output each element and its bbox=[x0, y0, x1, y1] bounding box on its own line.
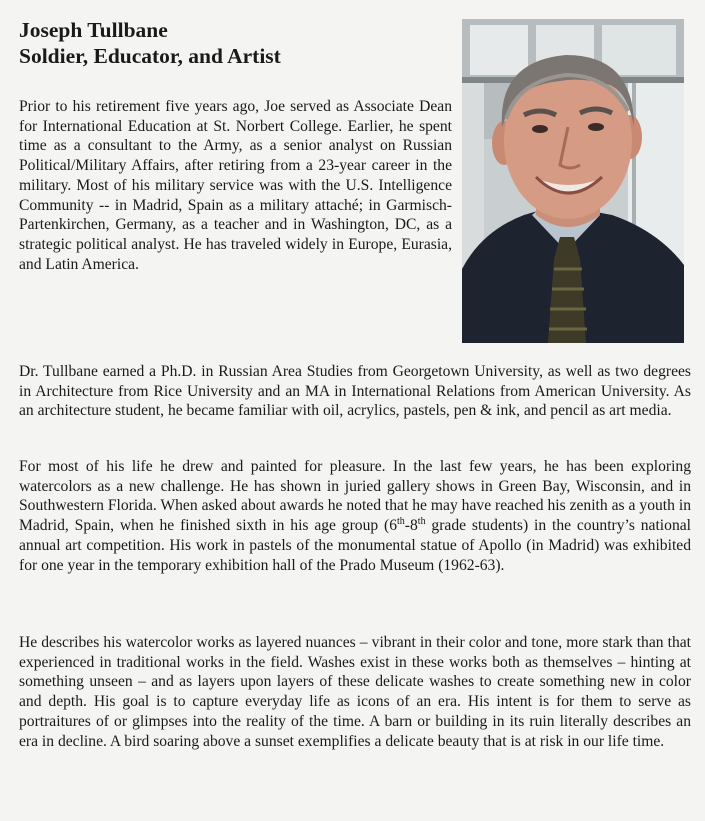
portrait-photo bbox=[462, 19, 684, 343]
p3-text-after: grade students) in the country’s national annual art competition. His work in pastels of the monumental statue of Apollo (in Madrid) was exhibited for one year in the temporary exhibition hall of the Prado Museum (1962-63). bbox=[19, 517, 691, 574]
p3-text-mid: -8 bbox=[404, 517, 418, 535]
bio-paragraph-watercolor: He describes his watercolor works as layered nuances – vibrant in their color and tone, more stark than that experienced in traditional works in the field. Washes exist in these works both as themselves – hinting at something unseen – and as layers upon layers of these delicate washes to create something new in color and depth. His goal is to capture everyday life as icons of an era. His intent is for them to serve as portraitures of or glimpses into the reality of the time. A barn or building in its ruin literally describes an era in decline. A bird soaring above a sunset exemplifies a delicate beauty that is at risk in our life time. bbox=[19, 634, 691, 750]
title-block bbox=[19, 17, 439, 69]
person-name: Joseph Tullbane bbox=[19, 18, 168, 42]
bio-paragraph-career: Prior to his retirement five years ago, Joe served as Associate Dean for International Education at St. Norbert College. Earlier, he spent time as a consultant to the Army, as a senior analyst on Russian Political/Military Affairs, after retiring from a 23-year career in the military. Most of his military service was with the U.S. Intelligence Community -- in Madrid, Spain as a military attaché; in Garmisch-Partenkirchen, Germany, as a teacher and in Washington, DC, as a strategic political analyst. He has traveled widely in Europe, Eurasia, and Latin America. bbox=[19, 98, 452, 273]
person-subtitle: Soldier, Educator, and Artist bbox=[19, 44, 281, 68]
bio-paragraph-education: Dr. Tullbane earned a Ph.D. in Russian Area Studies from Georgetown University, as well as two degrees in Architecture from Rice University and an MA in International Relations from American University. As an architecture student, he became familiar with oil, acrylics, pastels, pen & ink, and pencil as art media. bbox=[19, 363, 691, 420]
p3-text-before: For most of his life he drew and painted for pleasure. In the last few years, he has been exploring watercolors as a new challenge. He has shown in juried gallery shows in Green Bay, Wisconsin, and in Southwestern Florida. When asked about awards he noted that he may have reached his zenith as a youth in Madrid, Spain, when he finished sixth in his age group (6 bbox=[19, 458, 691, 535]
p3-superscript-1: th bbox=[397, 515, 405, 527]
p3-superscript-2: th bbox=[417, 515, 426, 527]
bio-paragraph-art-history bbox=[19, 457, 691, 575]
